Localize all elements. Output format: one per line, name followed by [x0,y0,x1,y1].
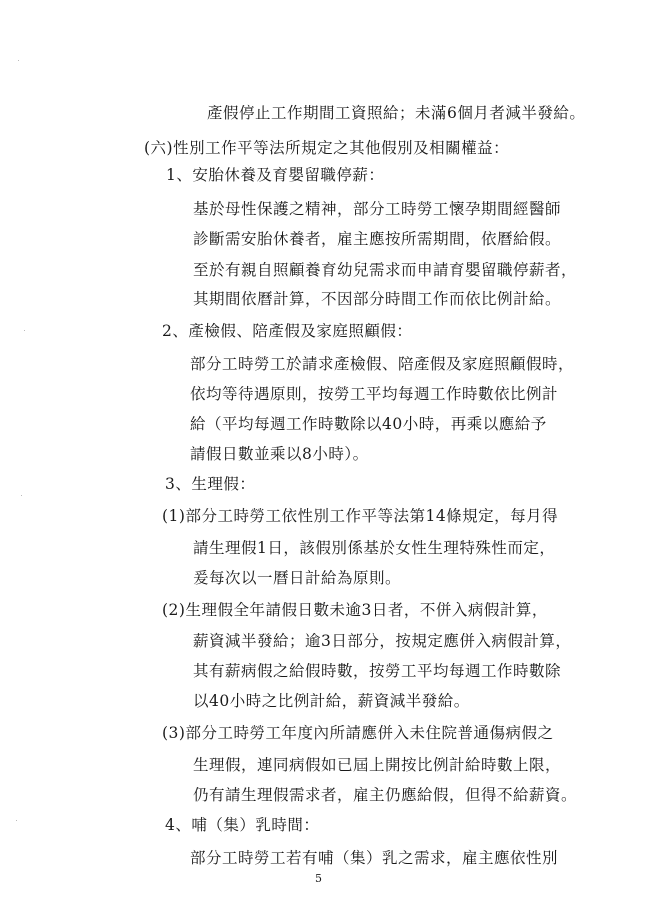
text-line: 給（平均每週工作時數除以40小時，再乘以應給予 [190,415,547,433]
scan-speck [18,60,19,61]
list-item: (1)部分工時勞工依性別工作平等法第14條規定，每月得 [162,507,559,525]
text-line: 部分工時勞工若有哺（集）乳之需求，雇主應依性別 [190,849,559,867]
text-line: 爰每次以一曆日計給為原則。 [193,569,402,587]
text-line: 請生理假1日，該假別係基於女性生理特殊性而定， [193,539,556,557]
text-line: 部分工時勞工於請求產檢假、陪產假及家庭照顧假時， [190,355,575,373]
text-line: 其期間依曆計算，不因部分時間工作而依比例計給。 [193,290,562,308]
text-line: 產假停止工作期間工資照給；未滿6個月者減半發給。 [207,104,586,122]
list-item: (2)生理假全年請假日數未逾3日者，不併入病假計算， [162,601,548,619]
subsection-heading: 4、哺（集）乳時間： [165,816,320,834]
scan-speck [16,820,17,821]
scan-speck [21,495,22,496]
text-line: 仍有請生理假需求者，雇主仍應給假，但得不給薪資。 [193,786,578,804]
text-line: 請假日數並乘以8小時）。 [190,445,369,463]
subsection-heading: 1、安胎休養及育嬰留職停薪： [166,166,385,184]
text-line: 診斷需安胎休養者，雇主應按所需期間，依曆給假。 [193,230,562,248]
list-item: (3)部分工時勞工年度內所請應併入未住院普通傷病假之 [162,724,554,742]
text-line: 基於母性保護之精神，部分工時勞工懷孕期間經醫師 [193,200,562,218]
subsection-heading: 2、產檢假、陪產假及家庭照顧假： [162,322,413,340]
text-line: 依均等待遇原則，按勞工平均每週工作時數依比例計 [190,385,559,403]
text-line: 其有薪病假之給假時數，按勞工平均每週工作時數除 [193,662,562,680]
section-heading: (六)性別工作平等法所規定之其他假別及相關權益： [144,139,510,157]
text-line: 生理假，連同病假如已屆上開按比例計給時數上限， [193,756,562,774]
subsection-heading: 3、生理假： [165,475,256,493]
text-line: 以40小時之比例計給，薪資減半發給。 [193,692,470,710]
scan-speck [24,330,25,331]
page-number: 5 [315,872,322,885]
text-line: 薪資減半發給；逾3日部分，按規定應併入病假計算， [193,632,572,650]
text-line: 至於有親自照顧養育幼兒需求而申請育嬰留職停薪者， [193,261,578,279]
